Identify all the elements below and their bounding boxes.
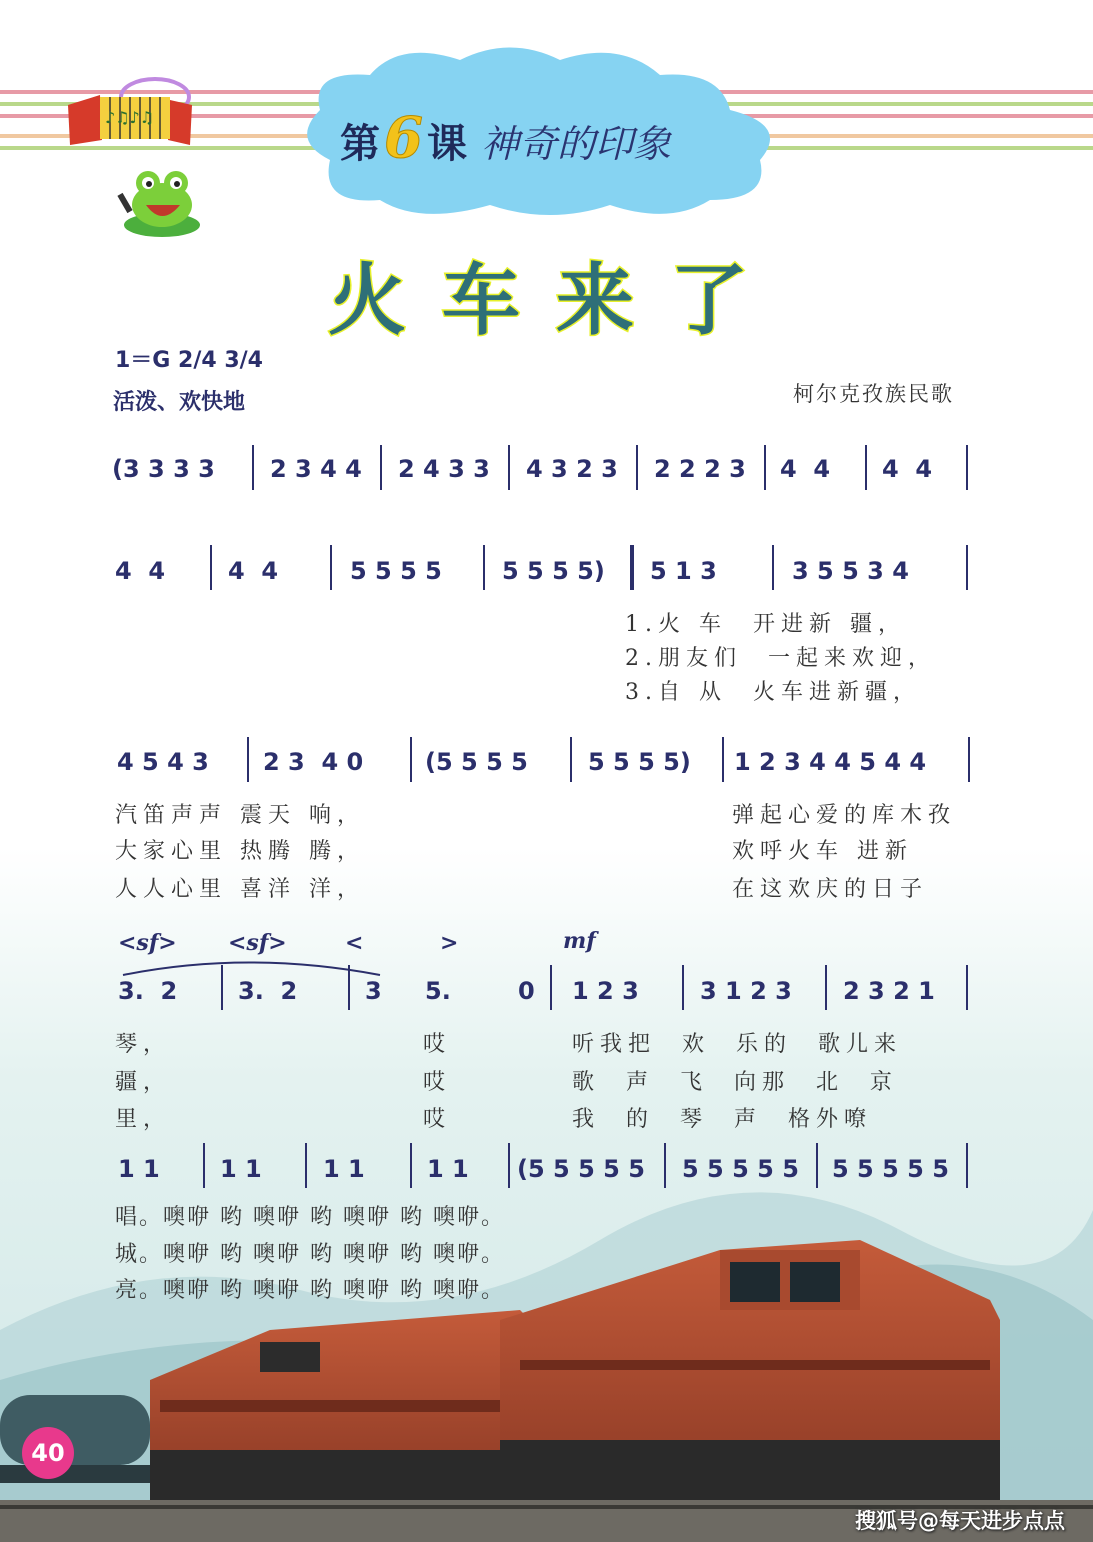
measure: 1 1 [220, 1155, 262, 1183]
measure: 5 5 5 5 5 [682, 1155, 799, 1183]
bar-line [508, 1143, 510, 1188]
frog-singer-icon [112, 165, 212, 245]
measure: 1 1 [323, 1155, 365, 1183]
bar-line [305, 1143, 307, 1188]
measure: 3 [365, 977, 382, 1005]
tempo-marking: 活泼、欢快地 [113, 390, 246, 415]
bar-line [410, 737, 412, 782]
bar-line [247, 737, 249, 782]
bar-line [380, 445, 382, 490]
lesson-suffix: 课 [426, 120, 467, 167]
verse-lyric: 歌 声 飞 向那 北 京 [572, 1070, 898, 1095]
verse-lyric: 城。噢咿 哟 噢咿 哟 噢咿 哟 噢咿。 [115, 1242, 505, 1267]
bar-line [203, 1143, 205, 1188]
lesson-title: 神奇的印象 [480, 122, 671, 166]
measure: (3 3 3 3 [112, 455, 215, 483]
verse-lyric: 人人心里 喜洋 洋， [115, 877, 365, 902]
lesson-number: 6 [384, 105, 423, 171]
measure: 5 5 5 5 5 [832, 1155, 949, 1183]
bar-line [570, 737, 572, 782]
measure: 2 4 3 3 [398, 455, 490, 483]
measure: 2 3 2 1 [843, 977, 935, 1005]
verse-lyric: 唱。噢咿 哟 噢咿 哟 噢咿 哟 噢咿。 [115, 1205, 505, 1230]
song-source: 柯尔克孜族民歌 [793, 382, 954, 406]
bar-line [966, 965, 968, 1010]
measure: 4 4 [882, 455, 933, 483]
bar-line [550, 965, 552, 1010]
measure: 1 1 [427, 1155, 469, 1183]
measure: 4 4 [115, 557, 166, 585]
measure: 2 3 4 4 [270, 455, 362, 483]
bar-line [330, 545, 332, 590]
verse-lyric: 2.朋友们 一起来欢迎， [625, 646, 936, 671]
bar-line [210, 545, 212, 590]
dynamic-mark: <sf> [228, 930, 287, 956]
slur-mark [118, 950, 388, 980]
dynamic-mark: mf [563, 928, 596, 954]
verse-lyric: 听我把 欢 乐的 歌儿来 [572, 1032, 902, 1057]
measure: 5 5 5 5) [588, 748, 691, 776]
measure: 4 4 [780, 455, 831, 483]
bar-line [722, 737, 724, 782]
watermark: 搜狐号@每天进步点点 [855, 1509, 1065, 1533]
measure: 4 3 2 3 [526, 455, 618, 483]
bar-line [483, 545, 485, 590]
measure: 1 2 3 [572, 977, 639, 1005]
measure: 3 1 2 3 [700, 977, 792, 1005]
measure: 0 [518, 977, 535, 1005]
repeat-bar-line [630, 545, 634, 590]
verse-lyric: 疆， [115, 1070, 172, 1095]
measure: 1 1 [118, 1155, 160, 1183]
measure: 2 2 2 3 [654, 455, 746, 483]
accordion-icon [60, 75, 195, 155]
verse-lyric: 汽笛声声 震天 响， [115, 803, 365, 828]
bar-line [410, 1143, 412, 1188]
measure: 4 4 [228, 557, 279, 585]
measure: 5 5 5 5) [502, 557, 605, 585]
bar-line [865, 445, 867, 490]
measure: 2 3 4 0 [263, 748, 364, 776]
verse-lyric: 我 的 琴 声 格外嘹 [572, 1107, 872, 1132]
verse-lyric: 弹起心爱的库木孜 [732, 803, 957, 828]
dynamic-mark: <sf> [118, 930, 177, 956]
bar-line [764, 445, 766, 490]
measure: 3. 2 [238, 977, 298, 1005]
bar-line [772, 545, 774, 590]
bar-line [966, 445, 968, 490]
verse-lyric: 欢呼火车 进新 [732, 839, 913, 864]
bar-line [816, 1143, 818, 1188]
bar-line [252, 445, 254, 490]
measure: 5 1 3 [650, 557, 717, 585]
dynamic-mark: < [345, 930, 364, 956]
measure: (5 5 5 5 [425, 748, 528, 776]
verse-lyric: 琴， [115, 1032, 172, 1057]
verse-lyric: 3.自 从 火车进新疆， [625, 680, 921, 705]
lesson-prefix: 第 [340, 120, 380, 167]
verse-lyric: 1.火 车 开进新 疆， [625, 612, 906, 637]
verse-lyric: 大家心里 热腾 腾， [115, 839, 365, 864]
verse-lyric: 哎 [423, 1107, 452, 1132]
bar-line [664, 1143, 666, 1188]
verse-lyric: 哎 [423, 1070, 452, 1095]
measure: 3 5 5 3 4 [792, 557, 909, 585]
measure: 3. 2 [118, 977, 178, 1005]
page-number: 40 [22, 1427, 74, 1479]
measure: 1 2 3 4 4 5 4 4 [734, 748, 927, 776]
measure: 5 5 5 5 [350, 557, 442, 585]
measure: 4 5 4 3 [117, 748, 209, 776]
svg-text:♪♫♪♫: ♪♫♪♫ [105, 108, 155, 127]
bar-line [636, 445, 638, 490]
bar-line [966, 1143, 968, 1188]
lesson-heading [340, 105, 671, 171]
measure: (5 5 5 5 5 [517, 1155, 645, 1183]
dynamic-mark: > [440, 930, 459, 956]
verse-lyric: 里， [115, 1107, 172, 1132]
bar-line [825, 965, 827, 1010]
bar-line [968, 737, 970, 782]
song-title: 火车来了 [328, 256, 785, 346]
measure: 5. [425, 977, 451, 1005]
verse-lyric: 在这欢庆的日子 [732, 877, 929, 902]
bar-line [966, 545, 968, 590]
bar-line [682, 965, 684, 1010]
bar-line [508, 445, 510, 490]
verse-lyric: 哎 [423, 1032, 452, 1057]
verse-lyric: 亮。噢咿 哟 噢咿 哟 噢咿 哟 噢咿。 [115, 1278, 505, 1303]
key-signature: 1＝G 2/4 3/4 [115, 348, 263, 373]
